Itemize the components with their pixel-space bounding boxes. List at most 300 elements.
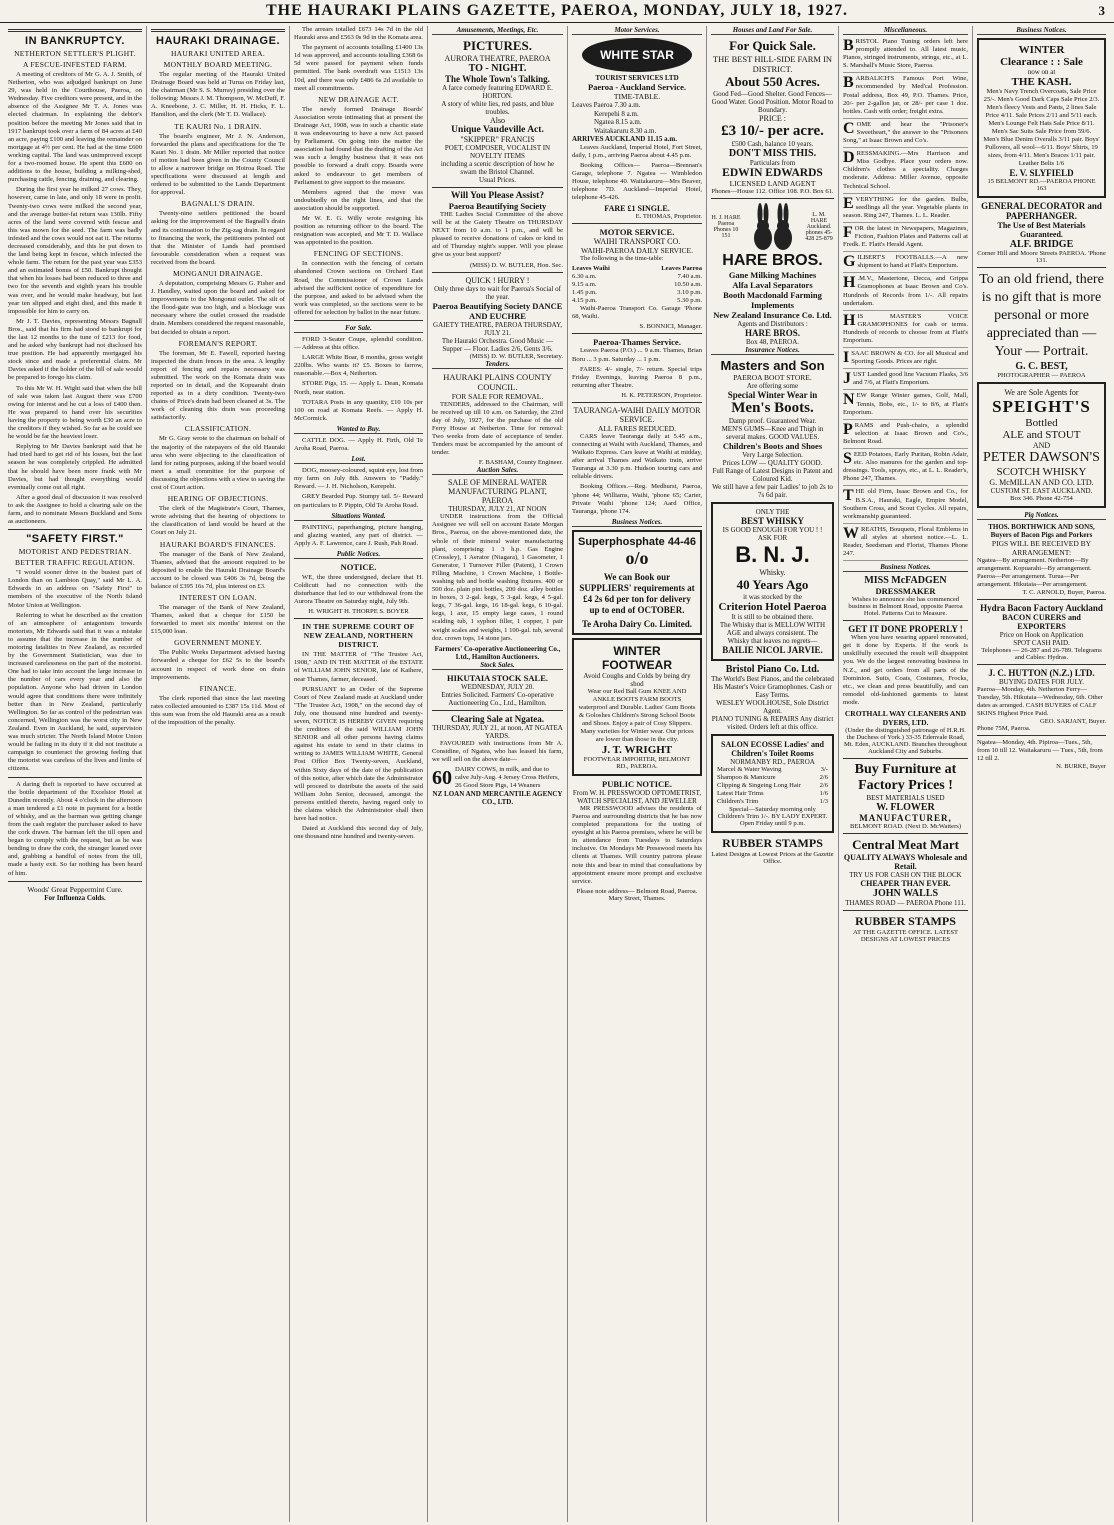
wright-address: FOOTWEAR IMPORTER, BELMONT RD., PAEROA.: [583, 755, 691, 770]
white-star-logo: WHITE STAR: [582, 38, 692, 72]
thames-heading: Paeroa-Thames Service.: [593, 337, 681, 348]
price-label: PRICE :: [759, 114, 786, 123]
mcfadgen-text: Wishes to announce she has commenced business in Belmont Road, opposite Paeroa Hotel. Patterns Cut to Measure.: [848, 596, 963, 618]
drop-cap: G: [843, 253, 856, 271]
misc-item: [843, 526, 968, 561]
assist-heading: Will You Please Assist?: [450, 191, 545, 201]
waihi-signature: S. BONNICI, Manager.: [639, 323, 702, 331]
ad-peppermint-tagline: For Influenza Colds.: [44, 893, 106, 902]
column-6: [707, 26, 839, 1522]
farm-features: Good Fed—Good Shelter. Good Fences—Good Water. Good Position. Motor Road to Boundary.: [711, 90, 834, 114]
drop-cap: W: [843, 524, 859, 542]
misc-item: [843, 392, 968, 419]
misc-item: [843, 38, 968, 73]
film-title: The Whole Town's Talking.: [445, 74, 550, 84]
misc-item: [843, 275, 968, 310]
decorator-guarantee: The Use of Best Materials Guaranteed.: [997, 221, 1086, 239]
article-paragraph: Members agreed that the move was undoubtedly on the right lines, and that the association should be supported.: [294, 188, 423, 212]
pigs-received: PIGS WILL BE RECEIVED BY ARRANGEMENT:: [991, 539, 1092, 557]
star-company: TOURIST SERVICES LTD: [595, 74, 679, 82]
john-walls: JOHN WALLS: [872, 888, 939, 899]
misc-item: [843, 350, 968, 369]
court-text: IN THE MATTER of "The Trustee Act, 1908," AND IN THE MATTER of the ESTATE of WILLIAM JOHN SENIOR, late of Kaihere, near Thames, farmer, deceased.: [294, 651, 423, 683]
waihi-garage: Waihi-Paeroa Transport Co. Garage 'Phone 68, Waihi.: [572, 305, 702, 321]
flower-name: W. FLOWER: [876, 802, 935, 813]
crothall-text: (Under the distinguished patronage of H.R.H. the Duchess of York.) 33-35 Edenvale Road, Mt. Eden, AUCKLAND. Branches throughout Auckland City and Suburbs.: [844, 727, 967, 755]
subhead: TE KAURI No. 1 DRAIN.: [174, 121, 262, 131]
article-paragraph: Twenty-nine settlers petitioned the board asking for the improvement of the Bagnall's drain and its continuation to the Zig-zag drain. In regard to financing the work, the petitioners pointed out that the Minister of Lands had promised favourable consideration when a request was received from the board.: [151, 210, 285, 266]
bnj-whisky: Whisky.: [759, 568, 786, 577]
presswood-heading: From W. H. PRESSWOOD OPTOMETRIST, WATCH SPECIALIST, AND JEWELLER: [572, 788, 702, 805]
clearing-heading: Clearing Sale at Ngatea.: [451, 713, 544, 724]
flower-address: BELMONT ROAD. (Next D. McWatters): [849, 823, 962, 830]
farm-desc: THE BEST HILL-SIDE FARM IN DISTRICT.: [712, 54, 833, 74]
misc-item: [843, 488, 968, 523]
tauranga-heading: TAURANGA-WAIHI DAILY MOTOR SERVICE.: [573, 405, 701, 424]
kash-name: THE KASH.: [1011, 76, 1072, 88]
subhead: HAURAKI UNITED AREA.: [170, 49, 266, 58]
article-paragraph: The clerk of the Magistrate's Court, Thames, wrote advising that the hearing of objections to the classification of land would be heard at the Court on July 21.: [151, 505, 285, 537]
rubber-stamps: RUBBER STAMPS: [855, 914, 956, 928]
salon-heading: SALON ECOSSE Ladies' and Children's Toilet Rooms: [721, 740, 824, 758]
column-5: [568, 26, 707, 1522]
burke-buyer: N. BURKE, Buyer: [1056, 763, 1106, 770]
divider: [432, 272, 563, 273]
subhead: BETTER TRAFFIC REGULATION.: [15, 558, 135, 568]
section-head-auction: Auction Sales.: [432, 466, 563, 475]
section-head-wanted: Wanted to Buy.: [294, 425, 423, 434]
buying-dates: BUYING DATES FOR JULY.: [998, 678, 1085, 686]
article-paragraph: The clerk reported that since the last meeting rates collected amounted to £387 15s 11d. Most of this sum was from the old Hauraki area as a result of the imposition of the penalty.: [151, 694, 285, 726]
arnold-buyer: T. C. ARNOLD, Buyer, Paeroa.: [1022, 589, 1106, 596]
classified-ad: CATTLE DOG. — Apply H. Firth, Old Te Aroha Road, Paeroa.: [294, 436, 423, 453]
rubber-stamps-text: AT THE GAZETTE OFFICE. LATEST DESIGNS AT LOWEST PRICES: [852, 929, 959, 943]
drop-cap: D: [843, 149, 855, 167]
classified-ad: PAINTING, paperhanging, picture hanging, and glazing wanted, any part of district. — Apply A. F. Lawrence, care J. Rush, Pah Road.: [294, 523, 423, 547]
hutton-name: J. C. HUTTON (N.Z.) LTD.: [988, 668, 1095, 678]
hare-contact-right: L. M. HARE Auckland. phones 45-428 25-879: [805, 212, 833, 242]
hydra-telephones: Telephones — 26-287 and 26-789. Telegrams and Cables: Hydras.: [981, 647, 1102, 661]
tauranga-sub: ALL FARES REDUCED.: [597, 423, 677, 433]
misc-list: [843, 38, 968, 561]
mcmillan-address: CUSTOM ST. EAST AUCKLAND.: [990, 487, 1093, 495]
court-text: Dated at Auckland this second day of July, one thousand nine hundred and twenty-seven.: [294, 825, 423, 841]
removal-heading: FOR SALE FOR REMOVAL.: [451, 391, 544, 401]
film-desc: A farce comedy featuring EDWARD E. HORTON.: [442, 84, 553, 100]
section-head-lost: Lost.: [294, 455, 423, 464]
auctioneers: Farmers' Co-operative Auctioneering Co., Ltd., Hamilton Auctioneers.: [434, 644, 561, 661]
service-text: Booking Offices— Paeroa—Brennan's Garage, telephone 7. Ngatea — Wimbledon House, telephone 40. Waitakaruru—Mrs Beaver, telephone 7D. Auckland—Imperial Hotel, telephone 45-426.: [572, 161, 702, 202]
flower-manufacturer: MANUFACTURER,: [859, 813, 952, 823]
cleaners-text: When you have wearing apparel renovated, get it done by Experts. If the work is unskilfully executed the result will disappoint you. We do the largest renovating business in N.Z., and get orders from all parts of the Dominion. Suits, Coats, Costumes, Frocks, etc., we clean and press beautifully, and can remodel old-fashioned garments to latest mode.: [843, 634, 968, 706]
timetable-cell: 6.30 a.m.: [572, 273, 597, 281]
agent-name: EDWIN EDWARDS: [722, 167, 823, 179]
meat-mart: Central Meat Mart: [852, 837, 959, 852]
timetable-row: Ngatea 8.15 a.m.: [594, 118, 642, 126]
film-desc: A story of white lies, red pasts, and blue troubles.: [441, 100, 554, 116]
subhead: MOTORIST AND PEDESTRIAN.: [18, 547, 132, 557]
mcmillan: G. McMILLAN AND CO. LTD.: [989, 478, 1094, 487]
bnj-whisky-ad: [711, 502, 834, 661]
divider: [8, 881, 142, 882]
hare-contact-left: H. J. HARE Paeroa Phones 10 151: [711, 215, 741, 239]
bailie-nicol-jarvie: BAILIE NICOL JARVIE.: [722, 645, 823, 655]
section-head-motor: Motor Services.: [572, 26, 702, 35]
divider: [843, 620, 968, 621]
still-obtained: It is still to be obtained there.: [731, 613, 814, 621]
cow-desc: DAIRY COWS, in milk, and due to calve July-Aug. 4 Jersey Cross Heifers, 26 Good Store Pigs, 14 Weaners: [455, 766, 560, 789]
column-1: [4, 26, 147, 1522]
dressmaker: DRESSMAKER: [875, 586, 936, 597]
bridge-address: Corner Hill and Moore Streets PAEROA. 'Phone 131.: [977, 250, 1106, 264]
pigs-schedule: Ngatea—By arrangement. Netherton—By arrangement. Kopuarahi—By arrangement. Paeroa—Per arrangement. Turua—Per arrangement. Hikutaia—Per arrangement.: [977, 557, 1092, 588]
dance-signature: (MISS) D. W. BUTLER, Secretary.: [469, 352, 563, 360]
article-paragraph: The foreman, Mr E. Fawell, reported having inspected the drain fences in the area. A lengthy report of fencing and repairs necessary was submitted. The work on the Komata drain was reported on in detail, and the Kopuarahi drain reported as in a dirty condition. Twenty-two chains of Price's drain had been cleaned at 3s. The work of cleaning this drain was proceeding satisfactorily.: [151, 349, 285, 422]
salon-prices: [717, 766, 828, 806]
timetable-cell: 9.15 a.m.: [572, 281, 597, 289]
section-head-for-sale: For Sale.: [294, 324, 423, 333]
wesley-agent: WESLEY WOOLHOUSE, Sole District Agent.: [716, 699, 829, 715]
section-head-houses: Houses and Land For Sale.: [711, 26, 834, 35]
misc-item-text: VERYTHING for the garden. Bulbs, seedlings all the year. Vegetable plants in season. Ring 247, Thames. L. L. Reader.: [843, 195, 968, 219]
drop-cap: H: [843, 274, 856, 292]
good-enough: IS GOOD ENOUGH FOR YOU ! !: [722, 526, 823, 534]
article-paragraph: To this Mr W. H. Wight said that when the bill of sale was taken last August there was £700 owing for interest and he cut a loss of £400 then. He was prepared to hand over his securities having the property to being worth £30 an acre to the creditors if they wished. So far as he could see he would be far the heaviest loser.: [8, 384, 142, 441]
column-7: [839, 26, 973, 1522]
council-heading: HAURAKI PLAINS COUNTY COUNCIL.: [443, 371, 552, 392]
classified-ad: FORD 3-Seater Coupe, splendid condition. — Address at this office.: [294, 336, 423, 352]
divider: [977, 267, 1106, 268]
dance-details: The Hauraki Orchestra. Good Music — Supper — Floor. Ladies 2/6, Gents 3/6.: [441, 336, 554, 353]
article-paragraph: A daring theft is reported to have occurred at the bottle department of the Excelsior Hotel at Dunedin recently. About 4 o'clock in the afternoon a man tendered a £1 note in payment for a bottle of whisky, and as the barman was getting change from the cash register the purchaser asked to have the cork drawn. The barman left the till open and began to comply with the request, but as he was bending to draw the cork, the stranger leaned over and, grabbing a handful of notes from the till, made a hasty exit. So far nothing has been heard of him.: [8, 780, 142, 877]
subhead: BAGNALL'S DRAIN.: [181, 199, 255, 209]
salon-price-cell: Shampoo & Manicure: [717, 774, 776, 781]
furniture-heading: Buy Furniture at Factory Prices !: [854, 762, 957, 793]
misc-item: [843, 254, 968, 273]
stock-sale-text: Entries Solicited. Farmers' Co-operative Auctioneering Co., Ltd., Hamilton.: [441, 690, 554, 707]
article-paragraph: The board's engineer, Mr J. N. Anderson, forwarded the plans and specifications for the Te Kauri No. 1 drain. Mr Miller reported that notice of motion had been given in the County Council to allow a narrower bridge on Hoiroa Road. The specifications were discussed at length and ordered to be submitted to the Lands Department for approval.: [151, 132, 285, 197]
section-head-business: Business Notices.: [977, 26, 1106, 35]
gums-desc: MEN'S GUMS—Knee and Thigh in several makes. GOOD VALUES.: [721, 425, 824, 441]
subhead: MONGANUI DRAINAGE.: [173, 268, 263, 278]
society-name: Paeroa Beautifying Society: [448, 201, 547, 211]
timetable-row: [572, 289, 702, 297]
dont-miss: DON'T MISS THIS.: [728, 148, 817, 159]
timetable-cell: 7.40 a.m.: [677, 273, 702, 281]
star-service: Paeroa - Auckland Service.: [587, 82, 687, 92]
column-2: [147, 26, 290, 1522]
subhead: GOVERNMENT MONEY.: [174, 638, 262, 648]
patent-desc: Full Range of Latest Designs in Patent and Coloured Kid.: [712, 467, 833, 483]
masthead: [0, 0, 1114, 23]
section-head-tenders: Tenders.: [432, 360, 563, 369]
cows-row: [432, 766, 563, 790]
column-4: [428, 26, 568, 1522]
get-it-done: GET IT DONE PROPERLY !: [848, 624, 963, 635]
prices: Usual Prices.: [479, 176, 516, 184]
hare-bros-name: HARE BROS.: [722, 252, 823, 269]
subhead: NEW DRAINAGE ACT.: [318, 94, 399, 104]
divider: [8, 29, 142, 32]
salon-price-cell: 1/3: [819, 798, 828, 805]
waihi-intro: The following is the time-table:: [580, 255, 664, 263]
divider: [294, 618, 423, 619]
meat-cheaper: CHEAPER THAN EVER.: [860, 879, 951, 888]
speights-ad: [977, 382, 1106, 508]
borthwick: THOS. BORTHWICK AND SONS, Buyers of Bacon Pigs and Porkers: [988, 523, 1095, 539]
rubber-stamps: RUBBER STAMPS: [722, 836, 823, 850]
section-head-business: Business Notices.: [843, 563, 968, 572]
misc-item-text: OME and hear the "Prisoner's Sweetheart," the answer to the "Prisoners Song," at Isaac Brown and Co's.: [843, 120, 968, 145]
dance-heading: Paeroa Beautifying Society DANCE AND EUCHRE: [432, 300, 563, 321]
burke-schedule: Ngatea—Monday, 4th. Pipiroa—Tues., 5th, from 10 till 12. Waitakaruru — Tues., 5th, from 12 till 2.: [977, 739, 1103, 762]
divider: [8, 777, 142, 778]
divider: [572, 223, 702, 224]
classified-ad: STORE Pigs, 15. — Apply L. Dean, Komata North, near station.: [294, 380, 423, 396]
price-on-hook: Price on Hook on Application: [999, 631, 1084, 639]
misc-item-text: EW Range Winter games, Golf, Mall, Tennis, Bobs, etc., 1/- to 8/6, at Flatt's Emporium.: [843, 392, 968, 416]
peter-dawsons: PETER DAWSON'S: [983, 450, 1100, 465]
divider: [977, 599, 1106, 600]
bristol-text: The World's Best Pianos, and the celebrated His Master's Voice Gramophones. Cash or Easy Terms.: [711, 675, 834, 699]
super-company: Te Aroha Dairy Co. Limited.: [581, 618, 692, 629]
dance-venue: GAIETY THEATRE, PAEROA THURSDAY, JULY 21.: [433, 320, 562, 337]
article-paragraph: "I would sooner drive in the busiest part of London than on Lambton Quay," said Mr L. A. Edwards in an address on "Safety First" to members of the executive of the North Island Motor Union at Wellington.: [8, 569, 142, 609]
society-signature: (MISS) D. W. BUTLER, Hon. Sec.: [469, 261, 563, 269]
stock-sale-heading: HIKUTAIA STOCK SALE.: [446, 672, 548, 683]
fare: FARE £1 SINGLE.: [604, 204, 670, 214]
article-paragraph: After a good deal of discussion it was resolved to ask the Assignee to hold a clearing sale on the farm, and to nominate Messrs Buckland and Sons as auctioneers.: [8, 493, 142, 526]
divider: [572, 402, 702, 403]
timetable-row: [572, 281, 702, 289]
childrens-desc: Very Large Selection.: [742, 451, 803, 459]
wright-name: J. T. WRIGHT: [601, 743, 673, 756]
subhead: A FESCUE-INFESTED FARM.: [22, 60, 128, 69]
misc-item-text: SAAC BROWN & CO. for all Musical and Sporting Goods. Prices are right.: [851, 350, 968, 366]
ask-for: ASK FOR: [757, 534, 788, 542]
headline-drainage: HAURAKI DRAINAGE.: [156, 35, 280, 47]
salon-address: NORMANBY RD., PAEROA: [730, 758, 815, 766]
footwear-text: Wear our Red Ball Gum KNEE AND ANKLE BOOTS FARM BOOTS waterproof and Durable. Ladies' Gum Boots & Goloshes Children's Strong School Boots and Shoes. Enjoy a pair of Cosy Slippers. Many varieties for Winter wear. Our prices are lower than those in the city.: [578, 687, 696, 743]
section-head-business: Business Notices.: [572, 518, 702, 527]
meat-try: TRY US FOR CASH ON THE BLOCK: [849, 871, 962, 879]
divider: [294, 320, 423, 321]
drop-cap: J: [843, 370, 851, 388]
hare-agents-name: HARE BROS.: [744, 328, 800, 338]
hutton-schedule: Paeroa—Monday, 4th. Netherton Ferry—Tuesday, 5th. Hikutaia—Wednesday, 6th. Other dates as arranged. CASH BUYERS of CALF SKINS Highest Price Paid.: [977, 686, 1103, 717]
salon-price-cell: 2/6: [819, 774, 828, 781]
court-text: PURSUANT to an Order of the Supreme Court of New Zealand made at Auckland under "The Trustee Act, 1908," on the second day of July, one thousand nine hundred and twenty-seven, NOTICE IS HEREBY GIVEN requiring the creditors of the said WILLIAM JOHN SENIOR and all other persons having claims against his estate to send in their claims in writing to JAMES WILLIAM WHITE, General Post Office Box Twenty-seven, Auckland, within Sixty days of the date of the publication of this notice, after which date the Administrator will proceed to distribute the assets of the said William John Senior, deceased, amongst the persons entitled thereto, having regard only to the claims which the Administrator shall then have had notice.: [294, 685, 423, 823]
thames-signature: H. K. PETERSON, Proprietor.: [621, 391, 702, 399]
article-paragraph: The Public Works Department advised having forwarded a cheque for £62 5s to the board's account in respect of work done on drain improvements.: [151, 649, 285, 681]
page-number: 3: [1098, 3, 1106, 18]
kash-items: Men's Navy Trench Overcoats, Sale Price 25/-. Men's Good Dark Caps Sale Price 2/3. Men's fleecy Vests and Pants, 2 lines Sale Price 4/11. Sale Prices 2/11 and 5/11 each. Men's Lounge Felt Hats Sale Price 8/11. Men's Sac Suits Sale Price from 59/6. Men's Blue Denim Overalls 3/11 pair. Boys' Pullovers, all wool—6/11. Boys' Shirts, 19 sizes, from 4/11. Men's Braces 1/11 pair. Leather Belts 1/6: [983, 88, 1100, 167]
tonight: TO - NIGHT.: [468, 63, 527, 74]
salon-price-cell: 2/6: [819, 782, 828, 789]
timetable-row: [572, 297, 702, 305]
classified-ad: LARGE White Boar, 8 months, gross weight 220lbs. Who wants it? £5. Boxes to farrow, reasonable.—Box 4, Netherton.: [294, 354, 423, 378]
misc-item-text: HE old Firm, Isaac Brown and Co., for B.S.A., Hauraki, Eagle, Empire Model, Southern Cross, and Scout Cycles. All repairs, workmanship guaranteed.: [843, 488, 968, 520]
section-head-situations: Situations Wanted.: [294, 512, 423, 521]
timetable-cell: 4.15 p.m.: [572, 297, 597, 305]
article-paragraph: The payment of accounts totalling £1400 13s 1d was approved, and accounts totalling £368 6s 5d were passed for payment when funds permitted. The bank overdraft was £1513 13s 10d, and there was only £486 6s 2d available to meet all commitments.: [294, 44, 423, 92]
classified-ad: GREY Bearded Pup. Stumpy tail. 5/- Reward on particulars to P. Pippin, Old Te Aroha Road.: [294, 493, 423, 509]
hare-product: Gane Milking Machines: [728, 270, 817, 280]
notice-text: WE, the three undersigned, declare that H. Coldicutt had no connection with the disturbance that led to our withdrawal from the Aurora Theatre on Saturday night, July 9th.: [294, 573, 423, 606]
tender-signature: F. BASHAM, County Engineer.: [478, 459, 563, 467]
misc-item-text: REATHS, Bouquets, Floral Emblems in all styles at shortest notice.—L. L. Reader, Seedsman and Florist, Thames Phone 247.: [843, 525, 968, 558]
misc-item: [843, 371, 968, 390]
misc-item: [843, 150, 968, 193]
page-columns: [4, 26, 1110, 1522]
salon-price-cell: 3/-: [820, 766, 828, 773]
crothall-name: CROTHALL WAY CLEANERS AND DYERS, LTD.: [844, 709, 967, 727]
auction-text: UNDER instructions from the Official Assignee we will sell on account Estate Morgan Bros., Paeroa, on the above-mentioned date, the whole of their mineral water manufacturing plant, comprising: 1 3 h.p. Gas Engine (Crossley), 1 Aerator (Niagara), 1 Gasometer, 1 Generator, 1 Turnover Filler (Patent), 1 Crown Filling Machine, 1 Crown Machine, 1 Bottle-washing tub and bottle washing fixtures. 400 or 500 doz. plain pint bottles, 200 doz. alley bottles in boxes, 3 2-gal. kegs, 5 3-gal. kegs, 4 5-gal. kegs, 7 36-gal. kegs, 16 18-gal. kegs, 6 10-gal. kegs, 1 axe, 15 empty large cases, 1 round scalding tub, 1 syphon filler, 1 copper, 1 pair weight scales and weights, 1 100-gal. tub, several doz. crown tops, 14 stone jars.: [432, 513, 563, 642]
mellow-text: The Whisky that is MELLOW WITH AGE and always consistent. The Whisky that leaves no regrets—: [719, 621, 826, 645]
kash-now-on: now on at: [1027, 68, 1056, 76]
article-paragraph: A meeting of creditors of Mr G. A. J. Smith, of Netherton, who was adjudged bankrupt on June 29, was held in the Courthouse, Paeroa, on Wednesday. Five creditors were present, and in the absence of the Assignee Mr T. A. Jones was elected chairman. In explaining the debtor's position before the meeting Mr Jones said that in 1917 bankrupt took over a farm of 84 acres at £40 an acre, paying £100 and leaving the remainder on mortgage at 4½ per cent. He had at the time £600 working capital. The land was unimproved except for a two-roomed house. He spent this £600 on additions to the house, building a milking-shed, purchasing cattle, fencing, draining, and clearing.: [8, 71, 142, 184]
divider: [151, 29, 285, 32]
drop-cap: F: [843, 223, 853, 241]
divider: [977, 664, 1106, 665]
ale-stout: ALE and STOUT: [1002, 429, 1081, 441]
misc-item-text: UST Landed good line Vacuum Flasks, 3/6 and 7/6, at Flatt's Emporium.: [853, 371, 968, 387]
price-value: £3 10/- per acre.: [721, 123, 824, 139]
portrait-text: To an old friend, there is no gift that is more personal or more appreciated than — Your — Portrait.: [979, 272, 1104, 359]
misc-item-text: EED Potatoes, Early Puritan, Robin Adair, etc. Also manures for the garden and top-dressings. Tools, sprays, etc., at L. L. Reader's, Phone 247, Thames.: [843, 451, 968, 483]
timetable-row: [572, 273, 702, 281]
best-whisky: BEST WHISKY: [741, 516, 804, 526]
misc-item-text: OR the latest in Newspapers, Magazines, Fiction, Fashion Plates and Patterns call at Fredk. E. Flatt's Herald Agent.: [843, 224, 968, 249]
classified-ad: TOTARA Posts in any quantity, £10 10s per 100 on road at Komata Reefs. — Apply H. McCormick.: [294, 398, 423, 422]
sarjant-phone: Phone 75M, Paeroa.: [977, 725, 1031, 732]
drop-cap: C: [843, 119, 855, 137]
waihi-company: WAIHI TRANSPORT CO.: [593, 237, 681, 247]
scotch-whisky: SCOTCH WHISKY: [996, 466, 1087, 478]
agent-phones: Phones—House 112. Office 108. P.O. Box 61.: [711, 188, 834, 195]
headline-bankruptcy: IN BANKRUPTCY.: [25, 35, 125, 47]
timetable-row: [572, 265, 702, 273]
section-head-misc: Miscellaneous.: [843, 26, 968, 35]
divider: [432, 710, 563, 711]
stock-sale-date: WEDNESDAY, JULY 20.: [461, 682, 534, 691]
timetable-cell: Leaves Waihi: [572, 265, 610, 273]
only-the: ONLY THE: [755, 508, 790, 516]
hare-product: New Zealand Insurance Co. Ltd.: [713, 310, 832, 320]
misc-item-text: RESSMAKING.—Mrs Harrison and Miss Godbye. Place your orders now. Children's clothes a speciality. Charges moderate. Address: Miller Avenue, opposite Technical School.: [843, 150, 968, 190]
clearing-date: THURSDAY, JULY 21, at noon, AT NGATEA YARDS.: [432, 723, 563, 740]
waihi-timetable: [572, 265, 702, 305]
photographer: PHOTOGRAPHER — PAEROA: [997, 372, 1086, 379]
court-heading: IN THE SUPREME COURT OF NEW ZEALAND, NORTHERN DISTRICT.: [302, 622, 415, 650]
divider: [432, 187, 563, 188]
subhead: HAURAKI BOARD'S FINANCES.: [159, 539, 277, 549]
article-paragraph: Replying to Mr Davies bankrupt said that he had tried hard to get rid of his losses, but the last season he was completely crippled. He admitted that he should have been more frank with Mr Davies, but had thought everything would eventually come out all right.: [8, 443, 142, 491]
rubber-stamps-text: Latest Designs at Lowest Prices at the Gazette Office.: [711, 851, 834, 865]
waihi-service: WAIHI-PAEROA DAILY SERVICE.: [580, 246, 694, 256]
footwear-heading: WINTER FOOTWEAR: [602, 643, 672, 672]
divider: [843, 833, 968, 834]
furniture-sub: BEST MATERIALS USED: [866, 794, 945, 802]
misc-item: [843, 196, 968, 223]
salon-price-cell: Children's Trim: [717, 798, 759, 805]
performer-desc: POET, COMPOSER, VOCALIST IN NOVELTY ITEMS: [444, 144, 551, 160]
kash-winter: WINTER: [1018, 44, 1065, 56]
headline-safety-first: "SAFETY FIRST.": [26, 533, 124, 546]
article-paragraph: Referring to what he described as the creation of an atmosphere of antagonism towards motorists, Mr Edwards said that it was a mistake to assume that the increase in the number of motoring fatalities in New Zealand, as recorded by the Government Statistician, was due to increased carelessness on the part of the motorist. One had to take into account the large increase in the number of cars every year and also the population. Anyone who had driven in London would agree that conditions there were infinitely better than in New Zealand, particularly Wellington. So far as control of the pedestrian was concerned, Wellington was the worst city in New Zealand. Even in Auckland, he said, supervision was much stricter. The North Island Motor Union would be failing in its duty if it did not institute a campaign to counteract the growing feeling that the motorist was careless of the lives and limbs of citizens.: [8, 611, 142, 773]
super-heading: Superphosphate 44-46: [578, 535, 696, 548]
timetable-cell: 3.10 p.m.: [677, 289, 702, 297]
nz-loan: NZ LOAN AND MERCANTILE AGENCY CO., LTD.: [432, 790, 563, 806]
subhead: MONTHLY BOARD MEETING.: [163, 60, 273, 69]
drop-cap: B: [843, 74, 854, 92]
tauranga-text: CARS leave Tauranga daily at 5.45 a.m., connecting at Waihi with Auckland, Thames, and Waikato Express. Cars leave at Waihi at midday, after arrival Thames and Waikato train, arrive Tauranga at 3.30 p.m. Hudson touring cars and reliable drivers.: [572, 432, 702, 481]
hare-product: Booth Macdonald Farming Implements: [723, 290, 822, 310]
timetable-cell: Leaves Paeroa: [661, 265, 702, 273]
bacon-curers: BACON CURERS and EXPORTERS: [1002, 613, 1081, 631]
public-notice-heading: PUBLIC NOTICE.: [602, 778, 672, 789]
article-paragraph: Mr W. E. G. Willy wrote resigning his position as returning officer to the board. The resignation was accepted, and Mr T. D. Wallace was appointed to the position.: [294, 214, 423, 247]
drop-cap: P: [843, 420, 853, 438]
agent-title: LICENSED LAND AGENT: [729, 179, 816, 188]
masters-text: Are offering some: [746, 382, 799, 390]
divider: [843, 758, 968, 759]
walls-address: THAMES ROAD — PAEROA Phone 111.: [845, 899, 966, 907]
alf-bridge: ALF. BRIDGE: [1009, 239, 1074, 250]
misc-item: [843, 121, 968, 148]
classified-ad: DOG, moosey-coloured, squint eye, lost from my farm on July 8th. Answers to "Paddy." Reward. — J. H. Nicholson, Kerepehi.: [294, 467, 423, 491]
theatre-name: AURORA THEATRE, PAEROA: [444, 54, 551, 63]
article-paragraph: Mr J. T. Davies, representing Messrs Bagnall Bros., said that his firm had stood to bankrupt for the last 12 months to the tune of £213 for food, and he asked why bankrupt had not disclosed his true position. He had apparently mortgaged his stock since and made a preferential claim. Mr Davies asked if the holder of the bill of sale would be prepared to forego his claim.: [8, 317, 142, 382]
salon-price-row: [717, 782, 828, 790]
quick-sale-heading: For Quick Sale.: [729, 38, 816, 53]
hare-bros-header: [711, 202, 834, 252]
timetable-row: Waitakaruru 8.30 a.m.: [594, 126, 657, 135]
subhead: FENCING OF SECTIONS.: [313, 249, 404, 259]
masters-special: Special Winter Wear in: [727, 390, 818, 400]
section-head-pig: Pig Notices.: [977, 511, 1106, 520]
subhead: CLASSIFICATION.: [184, 424, 252, 434]
spot-cash: SPOT CASH PAID.: [1013, 639, 1070, 647]
misc-item-text: ILBERT'S FOOTBALLS.—A new shipment to hand at Flatt's Emporium.: [857, 254, 968, 270]
drop-cap: H: [843, 311, 856, 329]
performer-desc: including a scenic description of how he swam the Bristol Channel.: [440, 160, 555, 176]
winter-footwear-ad: [572, 638, 702, 776]
tauranga-text: Booking Offices.—Reg. Medhurst, Paeroa, 'phone 44; Williams, Waihi, 'phone 65; Carter, Private Waihi 'phone 124; Aard Office, Tauranga, 'phone 174.: [572, 483, 702, 515]
meat-quality: QUALITY ALWAYS Wholesale and Retail.: [843, 853, 968, 871]
hare-product: Alfa Laval Separators: [732, 280, 813, 290]
super-text: We can Book our SUPPLIERS' requirements at £4 2s 6d per ton for delivery up to end of OCTOBER.: [579, 571, 695, 615]
fare-signature: E. THOMAS, Proprietor.: [635, 213, 702, 221]
mcmillan-contact: Box 346. Phone 42-754: [1010, 495, 1073, 502]
column-3: [290, 26, 428, 1522]
subhead: INTEREST ON LOAN.: [179, 592, 257, 602]
timetable-row: Leaves Paeroa 7.30 a.m.: [572, 101, 641, 109]
article-paragraph: The newly formed Drainage Boards' Association wrote intimating that at present the Drainage Act, 1908, was in such a chaotic state it was endeavouring to have a new Act passed by Parliament. On going into the matter the association had found that the drafting of the Act was such a lengthy business that it was not possible to forward a draft copy. Boards were asked to endeavour to get members of Parliament to give support to the measure.: [294, 105, 423, 186]
sarjant-buyer: GEO. SARJANT, Buyer.: [1040, 718, 1106, 725]
and: AND: [1032, 441, 1051, 450]
salon-ecosse-ad: [711, 734, 834, 833]
particulars-from: Particulars from: [749, 159, 796, 167]
salon-price-cell: Marcel & Water Waving: [717, 766, 782, 773]
subhead: FOREMAN'S REPORT.: [178, 338, 258, 348]
salon-price-cell: Clipping & Singeing Long Hair: [717, 782, 801, 789]
decorator-heading: GENERAL DECORATOR and PAPERHANGER.: [981, 201, 1102, 221]
section-head-amusements: Amusements, Meetings, Etc.: [432, 26, 563, 35]
presswood-text: MR PRESSWOOD advises the residents of Paeroa and surrounding districts that he has now completed preparations for the testing of eyesight at his Paeroa premises, where he will be in attendance from Tuesdays to Saturdays inclusive. On Mondays Mr Presswood meets his clients at Thames. Will country patrons please note this and bear in mind that consultations by appointment ensure more prompt and exclusive service.: [572, 804, 702, 885]
performer: "SKIPPER" FRANCIS: [460, 135, 535, 144]
mcfadgen-name: MISS McFADGEN: [864, 575, 947, 587]
